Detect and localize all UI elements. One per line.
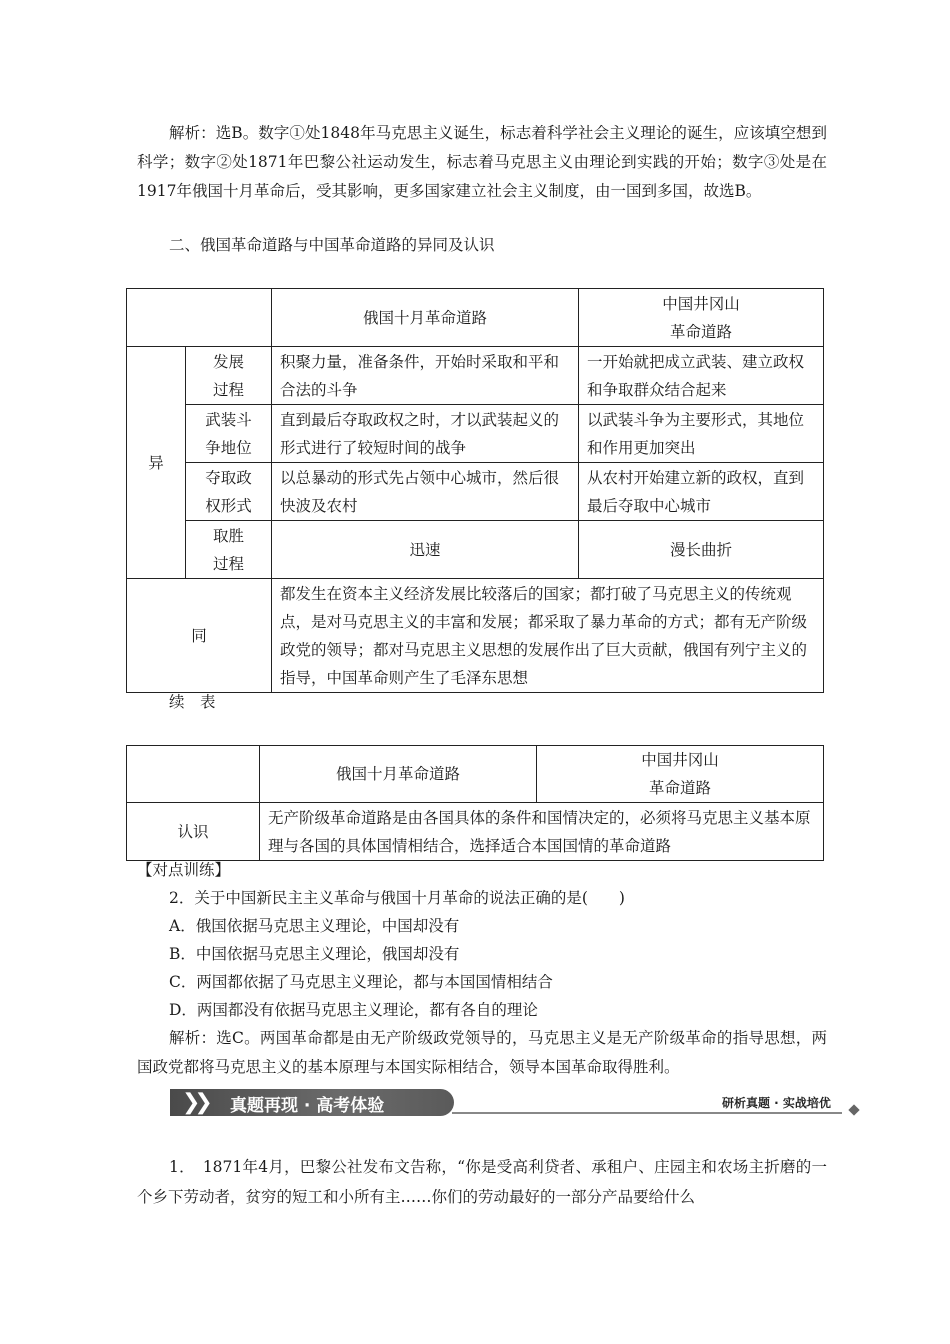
russia-cell: 直到最后夺取政权之时，才以武装起义的形式进行了较短时间的战争 bbox=[272, 405, 579, 463]
row-label: 武装斗 争地位 bbox=[186, 405, 272, 463]
section-heading: 二、俄国革命道路与中国革命道路的异同及认识 bbox=[169, 236, 495, 254]
table-corner-cell bbox=[127, 746, 260, 803]
banner-divider bbox=[452, 1112, 842, 1114]
russia-cell: 以总暴动的形式先占领中心城市，然后很快波及农村 bbox=[272, 463, 579, 521]
row-label: 取胜 过程 bbox=[186, 521, 272, 579]
option-a: A．俄国依据马克思主义理论，中国却没有 bbox=[169, 917, 460, 935]
china-cell: 漫长曲折 bbox=[579, 521, 824, 579]
column-header-russia: 俄国十月革命道路 bbox=[260, 746, 537, 803]
table-row bbox=[127, 347, 824, 405]
column-header-russia: 俄国十月革命道路 bbox=[272, 289, 579, 347]
double-chevron-icon: ❯❯ bbox=[182, 1090, 207, 1115]
column-header-china: 中国井冈山 革命道路 bbox=[537, 746, 824, 803]
recognition-table bbox=[126, 745, 824, 861]
china-cell: 一开始就把成立武装、建立政权和争取群众结合起来 bbox=[579, 347, 824, 405]
analysis-paragraph-1: 解析：选B。数字①处1848年马克思主义诞生，标志着科学社会主义理论的诞生，应该填空想到科学；数字②处1871年巴黎公社运动发生，标志着马克思主义由理论到实践的开始；数字③处是在1917年俄国十月革命后，受其影响，更多国家建立社会主义制度，由一国到多国，故选B。 bbox=[137, 124, 827, 200]
china-cell: 从农村开始建立新的政权，直到最后夺取中心城市 bbox=[579, 463, 824, 521]
russia-cell: 积聚力量，准备条件，开始时采取和平和合法的斗争 bbox=[272, 347, 579, 405]
diff-label: 异 bbox=[127, 347, 186, 579]
row-label: 发展 过程 bbox=[186, 347, 272, 405]
table-row bbox=[127, 579, 824, 693]
table-row bbox=[127, 803, 824, 861]
same-cell: 都发生在资本主义经济发展比较落后的国家；都打破了马克思主义的传统观点，是对马克思主义的丰富和发展；都采取了暴力革命的方式；都有无产阶级政党的领导；都对马克思主义思想的发展作出了巨大贡献，俄国有列宁主义的指导，中国革命则产生了毛泽东思想 bbox=[272, 579, 824, 693]
same-label: 同 bbox=[127, 579, 272, 693]
diamond-icon bbox=[848, 1104, 859, 1115]
practice-heading: 【对点训练】 bbox=[137, 861, 231, 879]
option-d: D．两国都没有依据马克思主义理论，都有各自的理论 bbox=[169, 1001, 538, 1019]
table-row bbox=[127, 405, 824, 463]
banner-title: 真题再现 · 高考体验 bbox=[230, 1096, 385, 1116]
row-label: 夺取政 权形式 bbox=[186, 463, 272, 521]
question-2: 2．关于中国新民主主义革命与俄国十月革命的说法正确的是( ) bbox=[169, 889, 625, 907]
recognition-label: 认识 bbox=[127, 803, 260, 861]
russia-cell: 迅速 bbox=[272, 521, 579, 579]
comparison-table bbox=[126, 288, 824, 693]
recognition-cell: 无产阶级革命道路是由各国具体的条件和国情决定的，必须将马克思主义基本原理与各国的具体国情相结合，选择适合本国国情的革命道路 bbox=[260, 803, 824, 861]
analysis-paragraph-2: 解析：选C。两国革命都是由无产阶级政党领导的，马克思主义是无产阶级革命的指导思想，两国政党都将马克思主义的基本原理与本国实际相结合，领导本国革命取得胜利。 bbox=[137, 1029, 827, 1076]
continued-table-label: 续 表 bbox=[169, 693, 216, 711]
table-row bbox=[127, 463, 824, 521]
section-banner bbox=[170, 1089, 454, 1116]
column-header-china: 中国井冈山 革命道路 bbox=[579, 289, 824, 347]
table-corner-cell bbox=[127, 289, 272, 347]
option-c: C．两国都依据了马克思主义理论，都与本国国情相结合 bbox=[169, 973, 553, 991]
table-row bbox=[127, 521, 824, 579]
question-1: 1． 1871年4月，巴黎公社发布文告称，“你是受高利贷者、承租户、庄园主和农场主折磨的一个乡下劳动者，贫穷的短工和小所有主……你们的劳动最好的一部分产品要给什么 bbox=[137, 1158, 827, 1206]
china-cell: 以武装斗争为主要形式，其地位和作用更加突出 bbox=[579, 405, 824, 463]
banner-subtitle: 研析真题 · 实战培优 bbox=[722, 1096, 831, 1110]
option-b: B．中国依据马克思主义理论，俄国却没有 bbox=[169, 945, 460, 963]
